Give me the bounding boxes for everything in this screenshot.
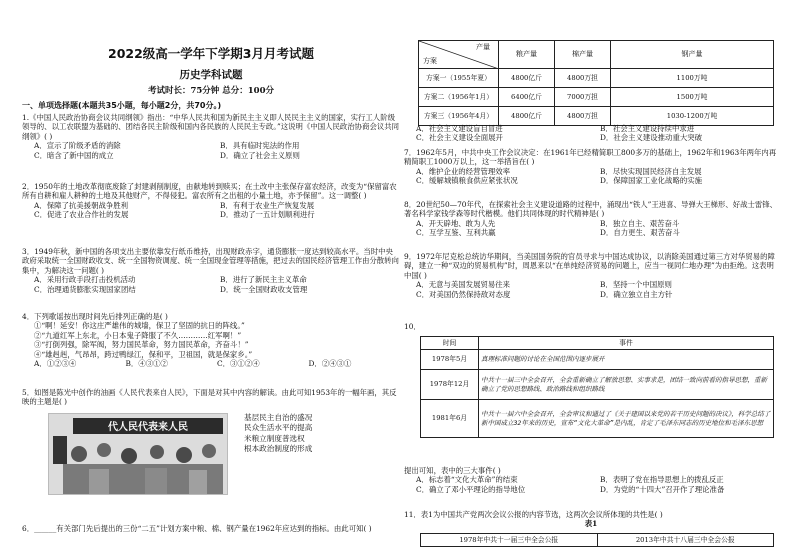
question-stem: 11．表1为中国共产党两次会议公报的内容节选，这两次会议所体现的共性是( ) [404,510,663,519]
column-header: 事件 [479,337,774,350]
option-c[interactable]: C．社会主义建设全面展开 [416,133,503,143]
diagonal-header-cell [419,41,499,69]
option-a[interactable]: A．保障了抗美援朝战争胜利 [34,200,129,210]
steel-cell: 1030-1200万吨 [611,107,774,126]
production-table [418,40,774,126]
option-b[interactable]: B．坚持一个中国原则 [600,280,672,290]
option-a[interactable]: A．采用行政手段打击投机活动 [34,275,136,285]
option-d[interactable]: D．统一全国财政收支管理 [220,284,308,294]
event-cell: 中共十一届六中全会召开，全会审议和通过了《关于建国以来党的若干历史问题的决议》，科学总结了新中国成立32年来的历史，宣布“文化大革命”是内乱，肯定了毛泽东同志的历史地位和毛泽东思想 [479,400,774,438]
question-stem: 2．1950年的土地改革彻底废除了封建剥削制度，由献地转到赎买；在土改中主张保存富农经济，改变为“保留富农所有自耕和雇人耕种的土地及其他财产，不得侵犯。富农所有之出租的小量土地，亦予保留”。这一调整( ) [22,182,397,201]
note-3: 米粮立制度普选权 [244,433,305,443]
table-1 [420,533,774,547]
quote-4: ④“雄赳赳，气昂昂，跨过鸭绿江，保和平，卫祖国，就是保家乡。” [34,349,253,359]
option-d[interactable]: D．推动了一五计划顺利进行 [220,210,315,220]
production-table-wrap [418,40,774,126]
table-row [421,350,774,370]
table-row [419,107,774,126]
quote-1: ①“啊！延安！你这庄严雄伟的城墙，保卫了坚固的抗日的阵线。” [34,321,245,331]
question-options [404,475,778,494]
left-column [22,0,400,560]
quote-2: ②“九道红军上东北，小日本鬼子降服了不久…………红军啊！” [34,330,242,340]
option-a[interactable]: A．无意与美国发展贸易往来 [416,280,511,290]
option-d[interactable]: D．为党的“十四大”召开作了理论准备 [600,484,725,494]
question-9 [404,252,778,299]
option-b[interactable]: B．有利于农业生产恢复发展 [220,200,315,210]
column-header: 棉产量 [555,41,611,69]
note-4: 根本政治制度的形成 [244,444,313,454]
plan-cell: 方案一（1955年夏） [419,69,499,88]
question-6-options [404,124,778,143]
time-cell: 1981年6月 [421,400,479,438]
table-row [419,69,774,88]
question-number: 10． [404,322,421,331]
question-options [404,124,778,143]
question-1 [22,113,400,160]
question-stem: 5．如图是陈光中创作的油画《人民代表来自人民》，下面是对其中内容的解读。由此可知1953年的一幅年画，其反映的主题是( ) [22,388,397,407]
event-cell: 中共十一届三中全会召开，全会重新确立了解放思想、实事求是，团结一致向前看的指导思想，重新确立了党的思想路线、政治路线和组织路线 [479,370,774,400]
column-header: 2013年中共十八届三中全会公报 [597,534,774,547]
question-stem: 1.《中国人民政治协商会议共同纲领》指出：“中华人民共和国为新民主主义即人民民主主义的国家，实行工人阶级领导的、以工农联盟为基础的、团结各民主阶级和国内各民族的人民民主专政。”这说明《中国人民政治协商会议共同纲领》( ) [22,113,400,141]
column-header: 时间 [421,337,479,350]
painting-notes [244,413,312,455]
question-3 [22,247,400,294]
time-cell: 1978年12月 [421,370,479,400]
option-a[interactable]: A．宣示了阶级矛盾的消除 [34,141,121,151]
option-c[interactable]: C．对美国仍然保持敌对态度 [416,289,511,299]
option-c[interactable]: C．治理通货膨胀实现国家团结 [34,284,136,294]
cotton-cell: 4800万担 [555,69,611,88]
option-a[interactable]: A．社会主义建设盲目冒进 [416,124,503,133]
column-header: 1978年中共十一届三中全会公报 [421,534,598,547]
option-a[interactable]: A．标志着“文化大革命”的结束 [416,475,518,485]
painting-illustration [49,414,228,495]
question-2 [22,182,400,220]
exam-info: 考试时长：75分钟 总分：100分 [147,86,275,96]
question-options [404,280,778,299]
option-c[interactable]: C．③①②④ [217,359,260,369]
option-b[interactable]: B．具有临时宪法的作用 [220,141,300,151]
option-c[interactable]: C．促进了农业合作社的发展 [34,210,129,220]
option-c[interactable]: C．缓解城镇粮食供应紧张状况 [416,176,518,186]
table-row [421,370,774,400]
exam-subtitle: 历史学科试题 [179,69,243,81]
table-caption: 表1 [584,519,598,529]
question-5 [22,388,400,407]
question-options [404,167,778,186]
question-4 [22,312,400,369]
option-c[interactable]: C．确立了邓小平理论的指导地位 [416,484,526,494]
steel-cell: 1500万吨 [611,88,774,107]
quote-3: ③“打倒列强，除军阀，努力国民革命，努力国民革命，齐奋斗！” [34,340,249,350]
question-options [22,141,400,160]
painting-banner: 代人民代表来人民 [108,422,188,433]
option-b[interactable]: B．社会主义建设持续中求进 [600,124,695,133]
column-header: 粮产量 [499,41,555,69]
question-stem: 4．下列歌谣按出现时间先后排列正确的是( ) [22,312,168,321]
exam-title: 2022级高一学年下学期3月月考试题 [108,46,314,61]
option-d[interactable]: D．确立了社会主义原则 [220,150,300,160]
option-b[interactable]: B．④③①② [125,359,168,369]
plan-cell: 方案二（1956年1月） [419,88,499,107]
events-table [420,336,774,438]
option-d[interactable]: D．社会主义建设推动重大突破 [600,133,703,143]
question-stem: 9．1972年尼克松总统访华期间，当美国国务院的官员寻求与中国达成协议，以消除美国通过第三方对华贸易的障碍，建立一种“双边的贸易机构”时，周恩来以“在单纯经济贸易的问题上，应当一视同仁地办理”为由拒绝。这表明中国( ) [404,252,775,280]
question-stem: 8．20世纪50—70年代，在探索社会主义建设道路的过程中，涌现出“铁人”王进喜、导弹大王梯形、好战士雷锋、著名科学家钱学森等时代楷模。他们共同体现的时代精神是( ) [404,200,778,219]
plan-cell: 方案三（1956年4月） [419,107,499,126]
grain-cell: 6400亿斤 [499,88,555,107]
option-b[interactable]: B．表明了党在指导思想上的拨乱反正 [600,475,724,485]
question-stem: 3．1949年秋，新中国的各项支出主要依靠发行纸币维持，出现财政赤字，通货膨胀一度达到较高水平。当时中央政府采取统一全国财政收支、统一全国物资调度、统一全国现金管理等措施，把过去的国民经济管理工作由分散转向集中，为解决这一问题( ) [22,247,399,275]
header-plan: 方案 [423,57,437,66]
question-prompt: 提出可知，表中的三大事件( ) [404,466,501,475]
table-row [421,400,774,438]
question-6 [22,524,400,533]
option-d[interactable]: D．②④③① [308,359,352,369]
question-10-body [404,466,778,494]
question-options [22,275,400,294]
cotton-cell: 4800万担 [555,107,611,126]
grain-cell: 4800亿斤 [499,107,555,126]
option-c[interactable]: C．互学互鉴、互利共赢 [416,228,496,238]
note-1: 基层民主自治的盛况 [244,413,313,422]
question-options [22,359,400,368]
grain-cell: 4800亿斤 [499,69,555,88]
header-product: 产量 [476,43,490,51]
table-row [419,88,774,107]
option-b[interactable]: B．进行了新民主主义革命 [220,275,307,285]
question-11 [404,510,778,529]
question-options [22,201,400,220]
table1-wrap [420,533,774,547]
question-options [404,219,778,238]
question-8 [404,200,778,238]
question-10 [404,322,778,331]
right-column [404,0,778,560]
question-stem: 6．______有关部门先后提出的三份“二五”计划方案中粮、棉、钢产量在1962年应达到的指标。由此可知( ) [22,524,372,533]
option-a[interactable]: A．①②③④ [34,359,77,369]
option-b[interactable]: B．尽快实现国民经济自主发展 [600,166,702,176]
option-c[interactable]: C．暗含了新中国的成立 [34,150,114,160]
option-b[interactable]: B．独立自主、艰苦奋斗 [600,218,680,228]
option-a[interactable]: A．开天辟地、敢为人先 [416,218,496,228]
section-heading: 一、单项选择题(本题共35小题，每小题2分，共70分。) [22,101,222,110]
oil-painting-image [48,413,228,495]
cotton-cell: 7000万担 [555,88,611,107]
question-stem: 7．1962年5月，中共中央工作会议决定：在1961年已经精简职工800多万的基础上，1962年和1963年两年内再精简职工1000万以上，这一举措旨在( ) [404,148,777,167]
option-a[interactable]: A．维护企业的经营管理效率 [416,166,511,176]
event-cell: 真理标准问题的讨论在全国范围内逐步展开 [479,350,774,370]
steel-cell: 1100万吨 [611,69,774,88]
option-d[interactable]: D．自力更生、艰苦奋斗 [600,228,680,238]
time-cell: 1978年5月 [421,350,479,370]
option-d[interactable]: D．保障国家工业化战略的实施 [600,176,703,186]
question-7 [404,148,778,186]
note-2: 民众生活水平的提高 [244,423,313,433]
events-table-wrap [420,336,774,438]
option-d[interactable]: D．确立独立自主方针 [600,289,673,299]
column-header: 钢产量 [611,41,774,69]
